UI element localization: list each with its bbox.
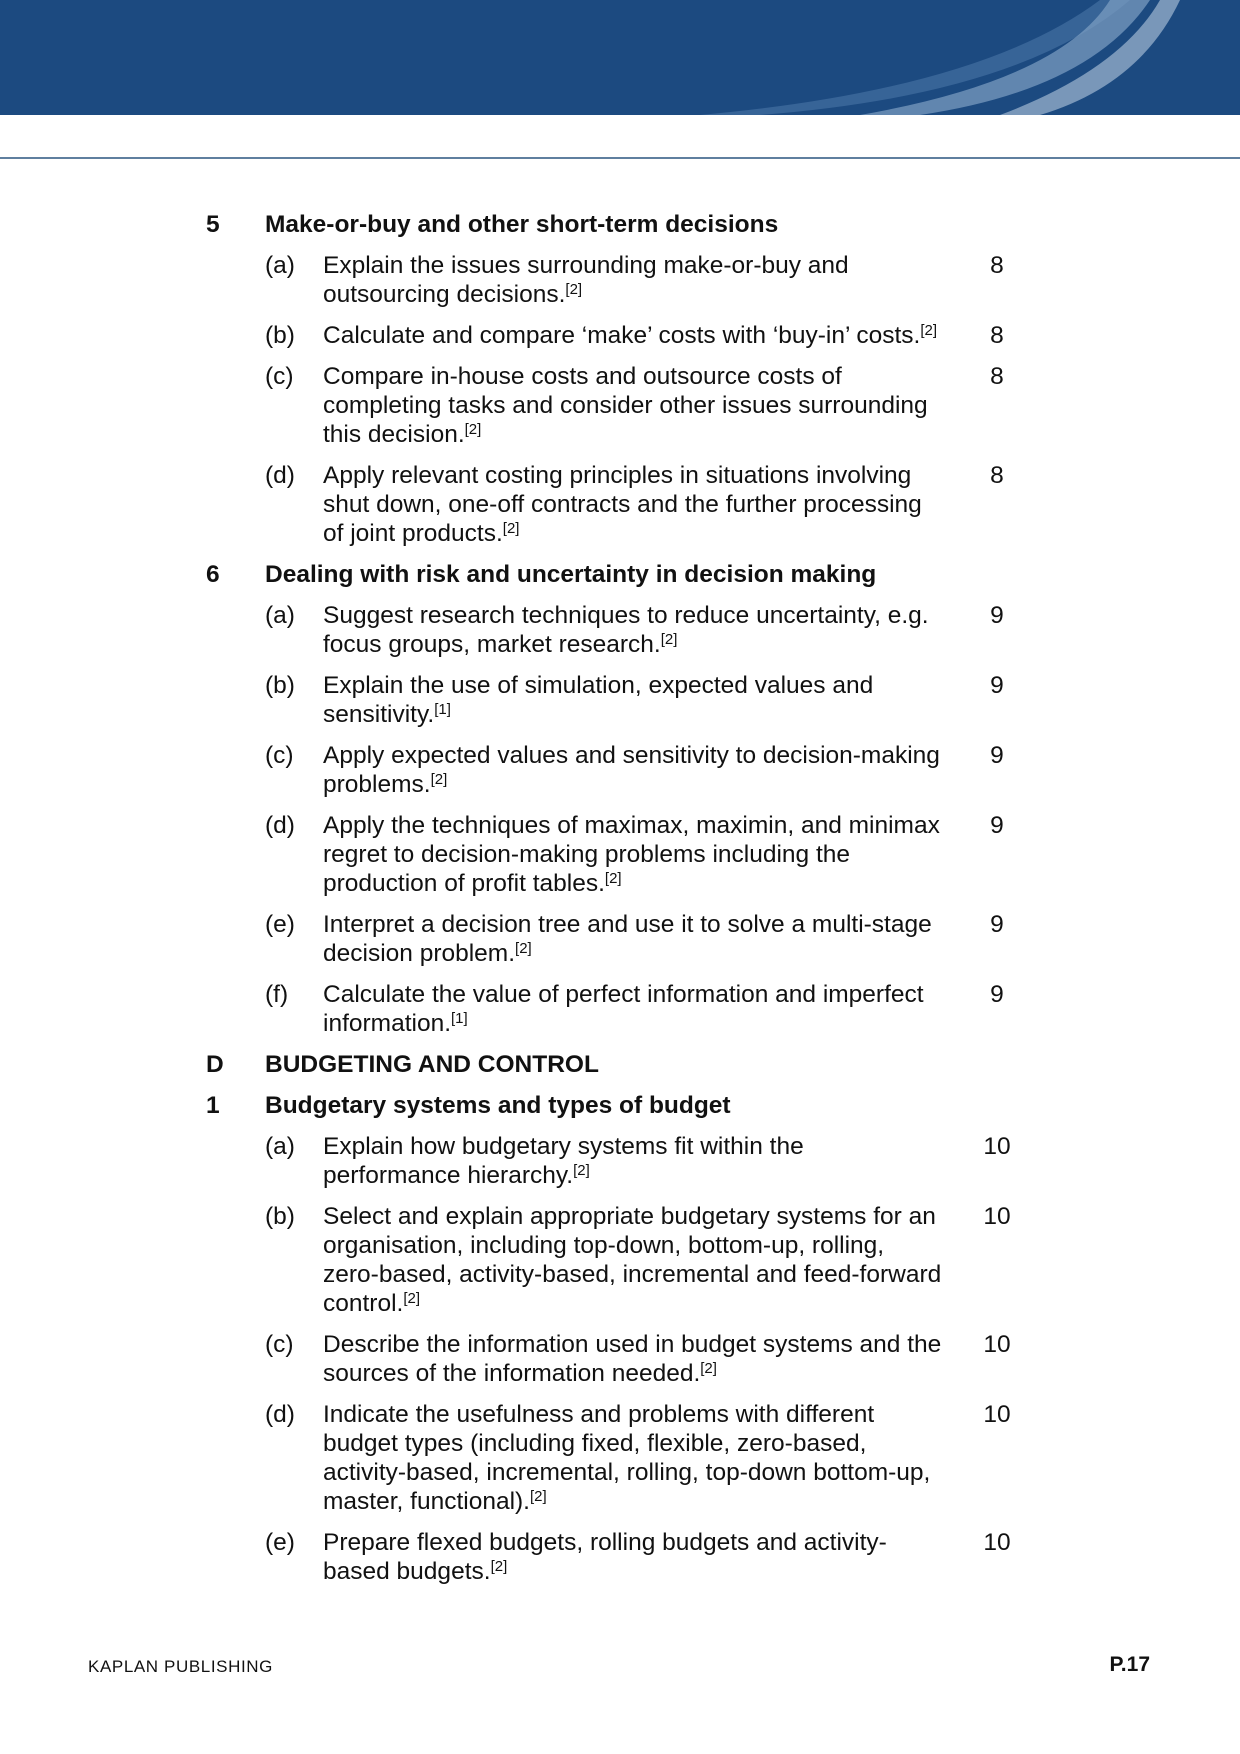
item-text bbox=[323, 362, 943, 449]
item-letter: (d) bbox=[265, 462, 295, 489]
learning-outcome-item bbox=[206, 321, 1046, 350]
item-level-ref: [2] bbox=[604, 870, 622, 887]
learning-outcome-item bbox=[206, 1400, 1046, 1516]
item-text bbox=[323, 741, 943, 799]
item-text-body: Select and explain appropriate budgetary systems for an organisation, including top-down, bottom-up, rolling, zero-based, activity-based, incremental and feed-forward control. bbox=[323, 1203, 942, 1317]
item-letter: (b) bbox=[265, 1203, 295, 1230]
item-chapter-number: 9 bbox=[990, 602, 1004, 629]
learning-outcome-item bbox=[206, 980, 1046, 1038]
item-letter: (e) bbox=[265, 1529, 295, 1556]
item-text-body: Apply expected values and sensitivity to decision-making problems. bbox=[323, 742, 940, 798]
section-title: Budgetary systems and types of budget bbox=[265, 1092, 731, 1119]
item-letter: (c) bbox=[265, 1331, 294, 1358]
item-chapter-number: 10 bbox=[983, 1331, 1011, 1358]
item-text bbox=[323, 1132, 943, 1190]
item-level-ref: [2] bbox=[565, 281, 583, 298]
section-number: 5 bbox=[206, 211, 220, 238]
item-text bbox=[323, 671, 943, 729]
item-chapter-number: 8 bbox=[990, 252, 1004, 279]
item-level-ref: [2] bbox=[515, 940, 532, 957]
item-letter: (d) bbox=[265, 812, 295, 839]
learning-outcome-item bbox=[206, 671, 1046, 729]
item-text-body: Explain how budgetary systems fit within the performance hierarchy. bbox=[323, 1133, 804, 1189]
item-level-ref: [2] bbox=[430, 771, 448, 788]
item-chapter-number: 9 bbox=[990, 672, 1004, 699]
item-letter: (d) bbox=[265, 1401, 295, 1428]
section-number: 1 bbox=[206, 1092, 220, 1119]
header-banner bbox=[0, 0, 1240, 115]
learning-outcome-item bbox=[206, 461, 1046, 548]
section-heading bbox=[206, 1050, 1046, 1079]
learning-outcome-item bbox=[206, 601, 1046, 659]
item-text bbox=[323, 980, 943, 1038]
section-heading bbox=[206, 1091, 1046, 1120]
item-letter: (a) bbox=[265, 1133, 295, 1160]
syllabus-content bbox=[206, 210, 1046, 1598]
item-text bbox=[323, 811, 943, 898]
item-level-ref: [1] bbox=[451, 1010, 468, 1027]
item-text bbox=[323, 251, 943, 309]
item-chapter-number: 10 bbox=[983, 1529, 1011, 1556]
item-chapter-number: 9 bbox=[990, 981, 1004, 1008]
learning-outcome-item bbox=[206, 741, 1046, 799]
learning-outcome-item bbox=[206, 811, 1046, 898]
item-chapter-number: 8 bbox=[990, 363, 1004, 390]
item-level-ref: [2] bbox=[573, 1162, 590, 1179]
learning-outcome-item bbox=[206, 1528, 1046, 1586]
section-title: BUDGETING AND CONTROL bbox=[265, 1051, 599, 1078]
item-text-body: Indicate the usefulness and problems with different budget types (including fixed, flexible, zero-based, activity-based, incremental, rolling, top-down bottom-up, master, functional). bbox=[323, 1401, 931, 1515]
item-letter: (e) bbox=[265, 911, 295, 938]
item-level-ref: [2] bbox=[403, 1290, 421, 1307]
item-text bbox=[323, 461, 943, 548]
section-number: D bbox=[206, 1051, 224, 1078]
learning-outcome-item bbox=[206, 1330, 1046, 1388]
item-letter: (c) bbox=[265, 363, 294, 390]
item-text-body: Suggest research techniques to reduce uncertainty, e.g. focus groups, market research. bbox=[323, 602, 929, 658]
item-chapter-number: 9 bbox=[990, 911, 1004, 938]
footer-page-number: P.17 bbox=[1109, 1653, 1150, 1676]
header-rule bbox=[0, 157, 1240, 159]
item-chapter-number: 10 bbox=[983, 1133, 1011, 1160]
item-chapter-number: 9 bbox=[990, 742, 1004, 769]
section-heading bbox=[206, 210, 1046, 239]
item-text bbox=[323, 1528, 943, 1586]
item-letter: (a) bbox=[265, 602, 295, 629]
item-level-ref: [1] bbox=[434, 701, 451, 718]
item-text bbox=[323, 1400, 943, 1516]
item-text-body: Explain the issues surrounding make-or-buy and outsourcing decisions. bbox=[323, 252, 849, 308]
item-text-body: Calculate the value of perfect information and imperfect information. bbox=[323, 981, 924, 1037]
learning-outcome-item bbox=[206, 362, 1046, 449]
section-title: Dealing with risk and uncertainty in decision making bbox=[265, 561, 877, 588]
item-text-body: Prepare flexed budgets, rolling budgets and activity-based budgets. bbox=[323, 1529, 887, 1585]
banner-swoosh-graphic bbox=[0, 0, 1240, 115]
item-letter: (b) bbox=[265, 322, 295, 349]
footer-publisher: KAPLAN PUBLISHING bbox=[88, 1657, 273, 1676]
item-chapter-number: 10 bbox=[983, 1203, 1011, 1230]
item-letter: (a) bbox=[265, 252, 295, 279]
item-level-ref: [2] bbox=[660, 631, 678, 648]
item-text bbox=[323, 321, 943, 350]
item-text-body: Apply relevant costing principles in situations involving shut down, one-off contracts and the further processing of joint products. bbox=[323, 462, 922, 547]
learning-outcome-item bbox=[206, 251, 1046, 309]
learning-outcome-item bbox=[206, 1202, 1046, 1318]
item-text bbox=[323, 1330, 943, 1388]
item-level-ref: [2] bbox=[490, 1558, 508, 1575]
item-text-body: Compare in-house costs and outsource costs of completing tasks and consider other issues surrounding this decision. bbox=[323, 363, 928, 448]
item-level-ref: [2] bbox=[700, 1360, 717, 1377]
item-text bbox=[323, 910, 943, 968]
item-level-ref: [2] bbox=[529, 1488, 547, 1505]
item-text-body: Describe the information used in budget systems and the sources of the information needed. bbox=[323, 1331, 942, 1387]
section-number: 6 bbox=[206, 561, 220, 588]
item-letter: (c) bbox=[265, 742, 294, 769]
item-chapter-number: 8 bbox=[990, 462, 1004, 489]
item-letter: (f) bbox=[265, 981, 289, 1008]
item-text bbox=[323, 601, 943, 659]
learning-outcome-item bbox=[206, 910, 1046, 968]
item-text-body: Calculate and compare ‘make’ costs with ‘buy-in’ costs. bbox=[323, 322, 921, 349]
item-level-ref: [2] bbox=[920, 322, 938, 339]
item-chapter-number: 10 bbox=[983, 1401, 1011, 1428]
item-level-ref: [2] bbox=[464, 421, 482, 438]
item-chapter-number: 8 bbox=[990, 322, 1004, 349]
item-chapter-number: 9 bbox=[990, 812, 1004, 839]
learning-outcome-item bbox=[206, 1132, 1046, 1190]
item-letter: (b) bbox=[265, 672, 295, 699]
item-text-body: Interpret a decision tree and use it to solve a multi-stage decision problem. bbox=[323, 911, 932, 967]
item-level-ref: [2] bbox=[502, 520, 520, 537]
item-text bbox=[323, 1202, 943, 1318]
section-title: Make-or-buy and other short-term decisions bbox=[265, 211, 779, 238]
section-heading bbox=[206, 560, 1046, 589]
item-text-body: Apply the techniques of maximax, maximin, and minimax regret to decision-making problems including the production of profit tables. bbox=[323, 812, 940, 897]
item-text-body: Explain the use of simulation, expected values and sensitivity. bbox=[323, 672, 874, 728]
